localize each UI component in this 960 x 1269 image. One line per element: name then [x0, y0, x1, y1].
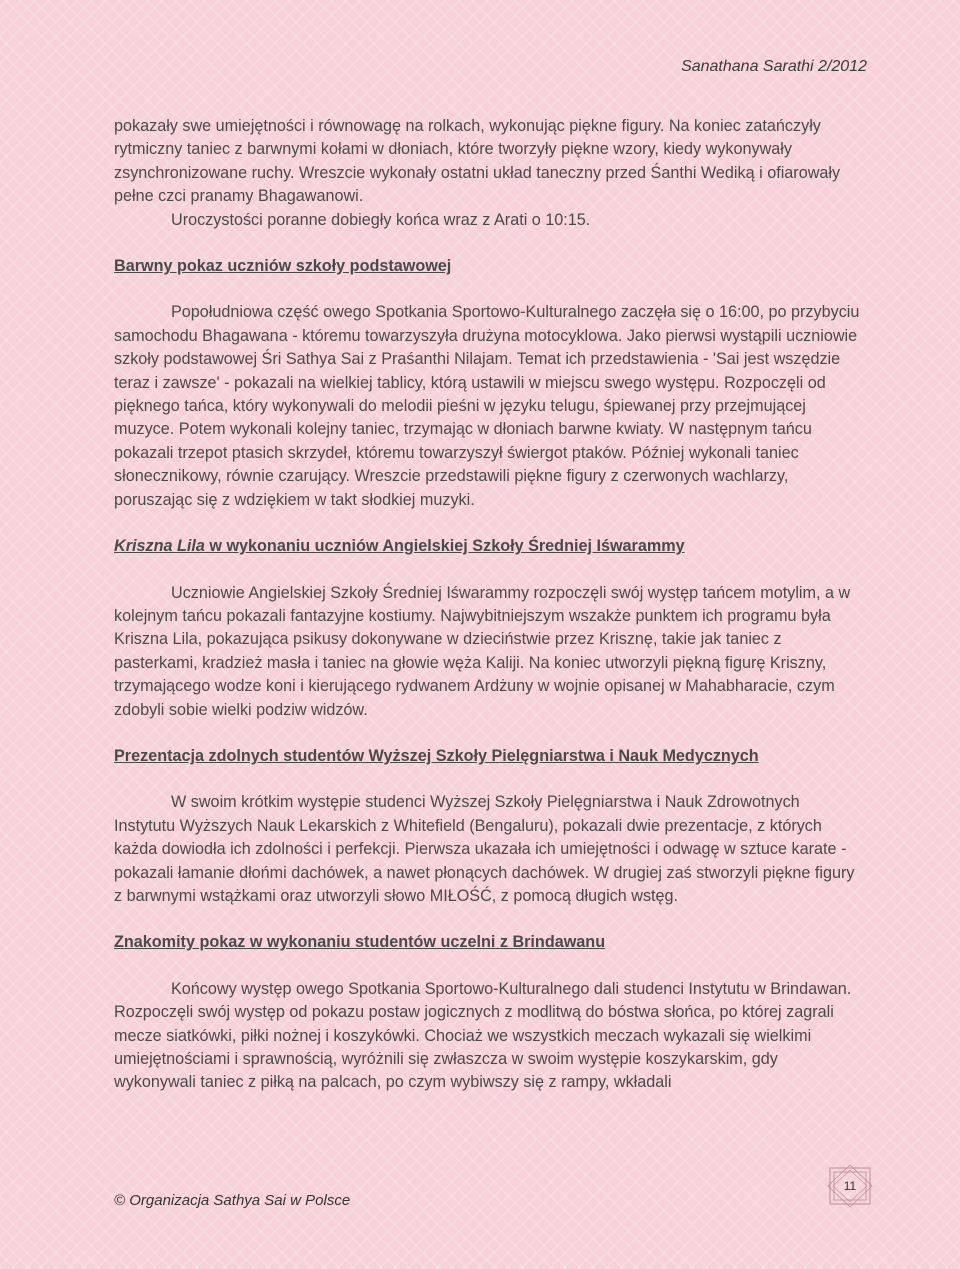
footer-copyright: © Organizacja Sathya Sai w Polsce [114, 1192, 351, 1209]
article-body [114, 115, 862, 1095]
intro-paragraph: pokazały swe umiejętności i równowagę na rolkach, wykonując piękne figury. Na koniec zatańczyły rytmiczny taniec z barwnymi kołami w dłoniach, które tworzyły piękne wzory, kiedy wykonywały zsynchronizowane ruchy. Wreszcie wykonały ostatni układ taneczny przed Śanthi Wediką i ofiarowały pełne czci pranamy Bhagawanowi. [114, 117, 841, 206]
intro-closing: Uroczystości poranne dobiegły końca wraz z Arati o 10:15. [171, 210, 591, 229]
section-body-primary-school: Popołudniowa część owego Spotkania Sportowo-Kulturalnego zaczęła się o 16:00, po przybyciu samochodu Bhagawana - któremu towarzyszyła drużyna motocyklowa. Jako pierwsi wystąpili uczniowie szkoły podstawowej Śri Sathya Sai z Praśanthi Nilajam. Temat ich przedstawienia - 'Sai jest wszędzie teraz i zawsze' - pokazali na wielkiej tablicy, którą ustawili w miejscu swego występu. Rozpoczęli od pięknego tańca, który wykonywali do melodii pieśni w języku telugu, śpiewanej przy przejmującej muzyce. Potem wykonali kolejny taniec, trzymając w dłoniach barwne kwiaty. W następnym tańcu pokazali trzepot ptasich skrzydeł, któremu towarzyszył świergot ptaków. Później wykonali taniec słonecznikowy, równie czarujący. Wreszcie przedstawili piękne figury z czerwonych wachlarzy, poruszając się z wdziękiem w takt słodkiej muzyki. [114, 303, 860, 509]
section-heading-nursing-school: Prezentacja zdolnych studentów Wyższej Szkoły Pielęgniarstwa i Nauk Medycznych [114, 746, 759, 765]
heading-italic-title: Kriszna Lila [114, 537, 205, 556]
page-number: 11 [843, 1179, 857, 1193]
section-body-brindawan: Końcowy występ owego Spotkania Sportowo-Kulturalnego dali studenci Instytutu w Brindawan. Rozpoczęli swój występ od pokazu postaw jogicznych z modlitwą do bóstwa słońca, po której zagrali mecze siatkówki, piłki nożnej i koszykówki. Chociaż we wszystkich meczach wykazali się wielkimi umiejętnościami i sprawnością, wyróżnili się zwłaszcza w swoim występie koszykarskim, gdy wykonywali taniec z piłką na palcach, po czym wybiwszy się z rampy, wkładali [114, 979, 852, 1092]
section-body-kriszna-lila: Uczniowie Angielskiej Szkoły Średniej Iśwarammy rozpoczęli swój występ tańcem motylim, a w kolejnym tańcu pokazali fantazyjne kostiumy. Najwybitniejszym wszakże punktem ich programu była Kriszna Lila, pokazująca psikusy dokonywane w dzieciństwie przez Krisznę, takie jak taniec z pasterkami, kradzież masła i taniec na głowie węża Kaliji. Na koniec utworzyli piękną figurę Kriszny, trzymającego wodze koni i kierującego rydwanem Ardżuny w wojnie opisanej w Mahabharacie, czym zdobyli sobie wielki podziw widzów. [114, 583, 851, 719]
running-header: Sanathana Sarathi 2/2012 [681, 58, 867, 75]
section-heading-kriszna-lila: Kriszna Lila w wykonaniu uczniów Angielskiej Szkoły Średniej Iśwarammy [114, 537, 685, 556]
section-body-nursing-school: W swoim krótkim występie studenci Wyższej Szkoły Pielęgniarstwa i Nauk Zdrowotnych Instytutu Wyższych Nauk Lekarskich z Whitefield (Bengaluru), pokazali dwie prezentacje, z których każda dowiodła ich zdolności i perfekcji. Pierwsza ukazała ich umiejętności i odwagę w sztuce karate - pokazali łamanie dłońmi dachówek, a nawet płonących dachówek. W drugiej zaś stworzyli piękne figury z barwnymi wstążkami oraz utworzyli słowo MIŁOŚĆ, z pomocą długich wstęg. [114, 793, 855, 905]
section-heading-primary-school: Barwny pokaz uczniów szkoły podstawowej [114, 257, 452, 276]
section-heading-brindawan: Znakomity pokaz w wykonaniu studentów uczelni z Brindawanu [114, 933, 606, 952]
page-number-badge [826, 1164, 874, 1208]
